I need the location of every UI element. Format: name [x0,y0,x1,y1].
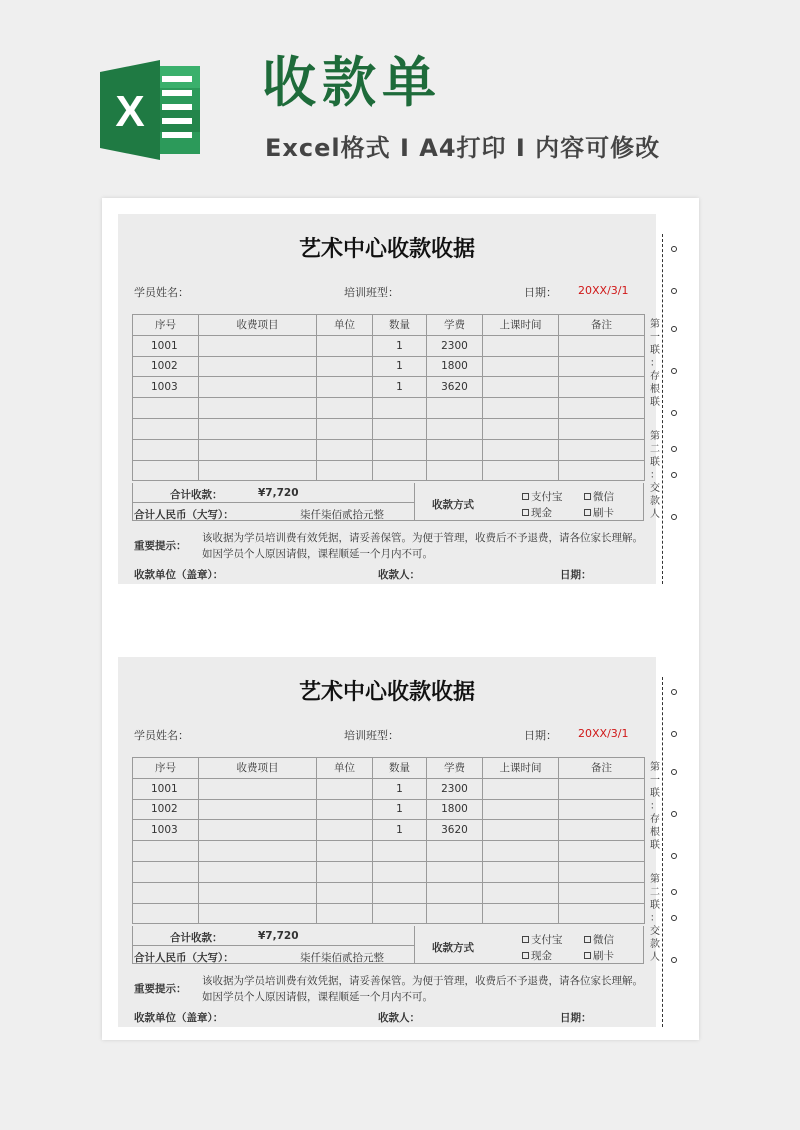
table-cell[interactable] [559,861,645,882]
table-cell[interactable]: 1 [373,356,427,377]
student-name-label: 学员姓名： [134,729,189,742]
table-cell[interactable] [317,841,373,862]
fee-table [132,757,645,924]
binding-hole-icon [671,769,677,775]
table-row [133,418,645,439]
payee-label: 收款人： [378,1012,420,1024]
table-cell[interactable]: 1 [373,335,427,356]
table-cell[interactable]: 2300 [427,335,483,356]
binding-hole-icon [671,689,677,695]
table-cell[interactable] [317,439,373,460]
table-header-row [133,758,645,779]
table-cell[interactable] [559,460,645,481]
table-cell[interactable] [427,841,483,862]
table-cell[interactable] [559,882,645,903]
table-cell[interactable] [373,841,427,862]
class-type-label: 培训班型： [344,729,399,742]
table-row [133,799,645,820]
table-cell[interactable] [427,439,483,460]
table-cell[interactable] [133,398,199,419]
payment-method-label: 收款方式 [432,942,474,954]
collecting-unit-label: 收款单位（盖章）： [134,1012,224,1024]
table-cell[interactable] [199,377,317,398]
date-value: 20XX/3/1 [578,727,629,740]
payment-option[interactable] [584,489,614,504]
table-cell[interactable] [317,398,373,419]
table-cell[interactable]: 3620 [427,820,483,841]
table-cell[interactable] [199,460,317,481]
table-cell[interactable] [559,778,645,799]
total-label: 合计收款： [170,932,223,944]
page-title: 收款单 [262,51,442,114]
excel-icon [100,60,202,160]
binding-hole-icon [671,472,677,478]
table-row [133,377,645,398]
table-cell[interactable] [199,335,317,356]
payment-option-label: 支付宝 [531,934,563,946]
table-cell[interactable] [199,820,317,841]
fee-table [132,314,645,481]
table-cell[interactable] [483,418,559,439]
binding-hole-icon [671,514,677,520]
binding-hole-icon [671,246,677,252]
perforation-line [662,234,663,584]
payment-option[interactable] [584,932,614,947]
table-cell[interactable] [373,439,427,460]
divider [133,502,414,503]
payment-option-label: 支付宝 [531,491,563,503]
table-cell[interactable] [133,439,199,460]
table-cell[interactable] [373,882,427,903]
table-cell[interactable] [559,356,645,377]
table-row [133,356,645,377]
table-cell[interactable] [199,356,317,377]
table-cell[interactable] [559,799,645,820]
table-cell[interactable]: 1001 [133,778,199,799]
table-cell[interactable] [559,439,645,460]
table-cell[interactable] [373,418,427,439]
table-row [133,778,645,799]
checkbox-icon[interactable] [522,952,529,959]
table-cell[interactable] [373,460,427,481]
payment-method-label: 收款方式 [432,499,474,511]
checkbox-icon[interactable] [584,952,591,959]
column-header: 学费 [427,758,483,779]
binding-hole-icon [671,889,677,895]
checkbox-icon[interactable] [584,493,591,500]
payment-option[interactable] [522,932,563,947]
table-cell[interactable] [483,841,559,862]
column-header: 单位 [317,315,373,336]
table-row [133,439,645,460]
binding-hole-icon [671,811,677,817]
table-cell[interactable] [317,778,373,799]
table-cell[interactable] [427,460,483,481]
payment-option-label: 刷卡 [593,950,614,962]
column-header: 序号 [133,315,199,336]
table-cell[interactable] [199,778,317,799]
table-cell[interactable] [317,882,373,903]
table-cell[interactable] [483,799,559,820]
table-row [133,882,645,903]
table-cell[interactable] [427,861,483,882]
rmb-value: 柒仟柒佰贰拾元整 [300,509,384,521]
table-cell[interactable]: 3620 [427,377,483,398]
binding-hole-icon [671,853,677,859]
table-cell[interactable] [133,861,199,882]
binding-hole-icon [671,446,677,452]
notice-text: 如因学员个人原因请假，课程顺延一个月内不可。 [202,548,433,560]
table-cell[interactable] [199,439,317,460]
table-cell[interactable] [483,820,559,841]
table-cell[interactable] [483,335,559,356]
payment-option-label: 微信 [593,934,614,946]
checkbox-icon[interactable] [584,936,591,943]
table-cell[interactable] [483,439,559,460]
divider [133,945,414,946]
copy-label-payer: 第 二 联 ： 交 款 人 [650,874,660,963]
table-cell[interactable] [317,335,373,356]
table-row [133,460,645,481]
column-header: 收费项目 [199,315,317,336]
table-cell[interactable] [483,356,559,377]
total-label: 合计收款： [170,489,223,501]
table-row [133,903,645,924]
column-header: 备注 [559,315,645,336]
column-header: 学费 [427,315,483,336]
date-value: 20XX/3/1 [578,284,629,297]
table-cell[interactable]: 1800 [427,356,483,377]
table-cell[interactable] [199,398,317,419]
table-cell[interactable] [559,903,645,924]
table-cell[interactable] [317,799,373,820]
table-cell[interactable] [133,418,199,439]
notice-text: 该收据为学员培训费有效凭据，请妥善保管。为便于管理，收费后不予退费，请各位家长理解。 [202,532,643,544]
divider [414,483,415,521]
table-cell[interactable] [427,418,483,439]
table-cell[interactable]: 1001 [133,335,199,356]
payment-option-label: 刷卡 [593,507,614,519]
table-cell[interactable] [133,841,199,862]
payment-option-label: 微信 [593,491,614,503]
table-cell[interactable] [373,398,427,419]
table-cell[interactable] [559,398,645,419]
table-cell[interactable] [199,903,317,924]
table-cell[interactable] [483,460,559,481]
sign-date-label: 日期： [560,1012,592,1024]
copy-label-payer: 第 二 联 ： 交 款 人 [650,431,660,520]
checkbox-icon[interactable] [522,509,529,516]
table-cell[interactable] [483,377,559,398]
rmb-label: 合计人民币（大写）： [134,952,234,964]
table-cell[interactable] [133,903,199,924]
column-header: 备注 [559,758,645,779]
date-label: 日期： [524,286,557,299]
table-row [133,861,645,882]
table-cell[interactable]: 1 [373,820,427,841]
payment-option[interactable] [522,489,563,504]
column-header: 数量 [373,758,427,779]
binding-hole-icon [671,368,677,374]
table-cell[interactable] [427,882,483,903]
table-cell[interactable]: 1003 [133,377,199,398]
copy-label-stub: 第 一 联 ： 存 根 联 [650,319,660,408]
receipt [118,657,656,1027]
table-cell[interactable] [559,335,645,356]
notice-text: 如因学员个人原因请假，课程顺延一个月内不可。 [202,991,433,1003]
table-cell[interactable] [199,841,317,862]
date-label: 日期： [524,729,557,742]
divider [414,926,415,964]
table-cell[interactable] [317,820,373,841]
receipt-title: 艺术中心收款收据 [298,680,475,705]
table-cell[interactable]: 1003 [133,820,199,841]
payment-option[interactable] [522,948,552,963]
rmb-label: 合计人民币（大写）： [134,509,234,521]
table-cell[interactable] [199,799,317,820]
notice-text: 该收据为学员培训费有效凭据，请妥善保管。为便于管理，收费后不予退费，请各位家长理解。 [202,975,643,987]
table-header-row [133,315,645,336]
table-cell[interactable] [427,398,483,419]
column-header: 单位 [317,758,373,779]
table-cell[interactable] [373,861,427,882]
payment-option[interactable] [584,948,614,963]
checkbox-icon[interactable] [522,493,529,500]
notice-label: 重要提示： [134,540,187,552]
header [0,0,800,190]
table-cell[interactable] [483,903,559,924]
table-row [133,398,645,419]
copy-label-stub: 第 一 联 ： 存 根 联 [650,762,660,851]
class-type-label: 培训班型： [344,286,399,299]
table-cell[interactable]: 1002 [133,356,199,377]
table-cell[interactable]: 1800 [427,799,483,820]
table-cell[interactable]: 1 [373,799,427,820]
payment-option[interactable] [584,505,614,520]
total-value: ¥7,720 [258,487,299,499]
table-cell[interactable] [483,778,559,799]
table-cell[interactable] [199,418,317,439]
table-cell[interactable] [317,377,373,398]
table-cell[interactable] [199,861,317,882]
payment-option-label: 现金 [531,507,552,519]
binding-hole-icon [671,915,677,921]
table-cell[interactable]: 1 [373,778,427,799]
notice-label: 重要提示： [134,983,187,995]
table-cell[interactable] [483,882,559,903]
column-header: 上课时间 [483,758,559,779]
binding-hole-icon [671,957,677,963]
column-header: 序号 [133,758,199,779]
table-cell[interactable] [133,460,199,481]
table-cell[interactable] [317,903,373,924]
perforation-line [662,677,663,1027]
binding-hole-icon [671,410,677,416]
table-row [133,841,645,862]
rmb-value: 柒仟柒佰贰拾元整 [300,952,384,964]
binding-hole-icon [671,326,677,332]
table-cell[interactable] [483,861,559,882]
table-cell[interactable] [483,398,559,419]
table-cell[interactable] [373,903,427,924]
binding-hole-icon [671,731,677,737]
table-cell[interactable] [317,460,373,481]
total-value: ¥7,720 [258,930,299,942]
table-cell[interactable] [317,418,373,439]
collecting-unit-label: 收款单位（盖章）： [134,569,224,581]
table-cell[interactable]: 1002 [133,799,199,820]
student-name-label: 学员姓名： [134,286,189,299]
receipt-title: 艺术中心收款收据 [298,237,475,262]
table-cell[interactable] [427,903,483,924]
payment-option-label: 现金 [531,950,552,962]
excel-logo-letter: X [115,87,145,136]
table-cell[interactable] [317,861,373,882]
sign-date-label: 日期： [560,569,592,581]
page-subtitle: Excel格式 I A4打印 I 内容可修改 [265,134,661,162]
table-cell[interactable] [559,377,645,398]
table-row [133,335,645,356]
table-cell[interactable]: 2300 [427,778,483,799]
checkbox-icon[interactable] [522,936,529,943]
table-cell[interactable] [199,882,317,903]
table-cell[interactable] [317,356,373,377]
binding-hole-icon [671,288,677,294]
payment-option[interactable] [522,505,552,520]
table-cell[interactable] [133,882,199,903]
table-cell[interactable] [559,841,645,862]
table-cell[interactable] [559,820,645,841]
payee-label: 收款人： [378,569,420,581]
table-row [133,820,645,841]
column-header: 上课时间 [483,315,559,336]
column-header: 数量 [373,315,427,336]
receipt [118,214,656,584]
checkbox-icon[interactable] [584,509,591,516]
table-cell[interactable]: 1 [373,377,427,398]
column-header: 收费项目 [199,758,317,779]
table-cell[interactable] [559,418,645,439]
